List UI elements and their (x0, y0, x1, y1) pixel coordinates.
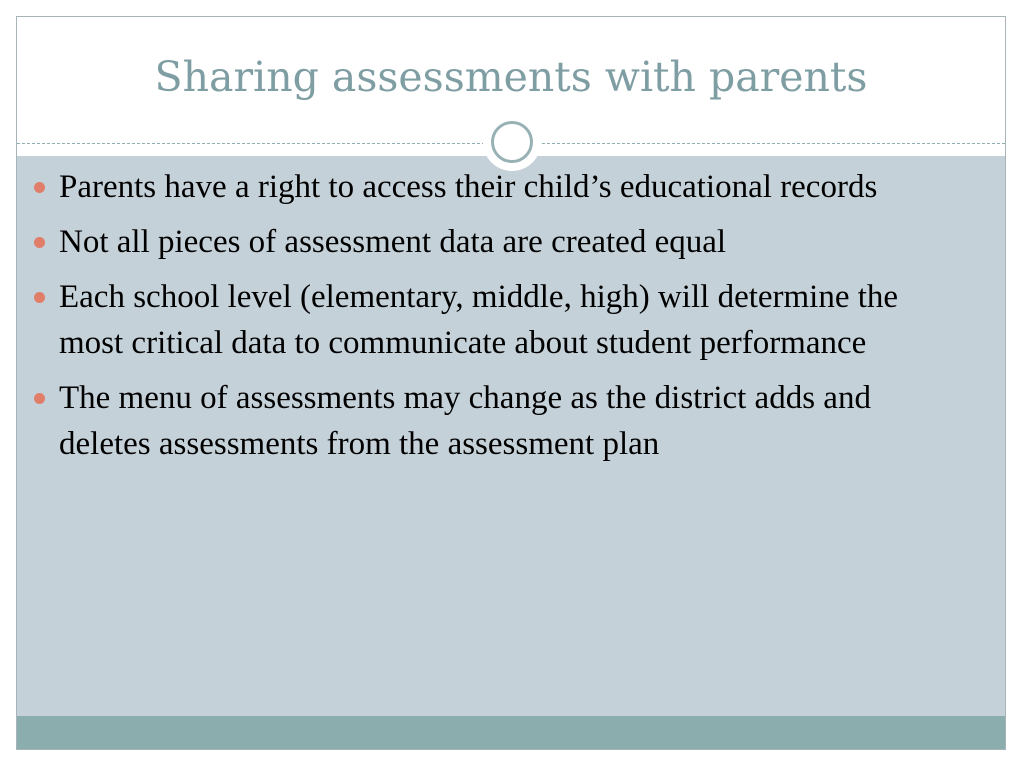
bullet-item (30, 274, 960, 366)
bullet-item (30, 164, 960, 210)
footer-band (17, 716, 1005, 750)
bullet-dot-icon (34, 237, 45, 248)
bullet-dot-icon (34, 182, 45, 193)
bullet-text: Not all pieces of assessment data are created equal (59, 224, 727, 260)
circle-ring-icon (483, 113, 541, 171)
bullet-dot-icon (34, 292, 45, 303)
bullet-text: The menu of assessments may change as the district adds and deletes assessments from the assessment plan (59, 380, 871, 462)
bullet-item (30, 375, 960, 467)
bullet-item (30, 219, 960, 265)
bullet-dot-icon (34, 393, 45, 404)
slide-title: Sharing assessments with parents (154, 53, 868, 101)
bullet-list (30, 164, 960, 476)
bullet-text: Each school level (elementary, middle, high) will determine the most critical data to communicate about student performance (59, 279, 899, 361)
ornament-ring (491, 121, 533, 163)
bullet-text: Parents have a right to access their child’s educational records (59, 169, 878, 205)
